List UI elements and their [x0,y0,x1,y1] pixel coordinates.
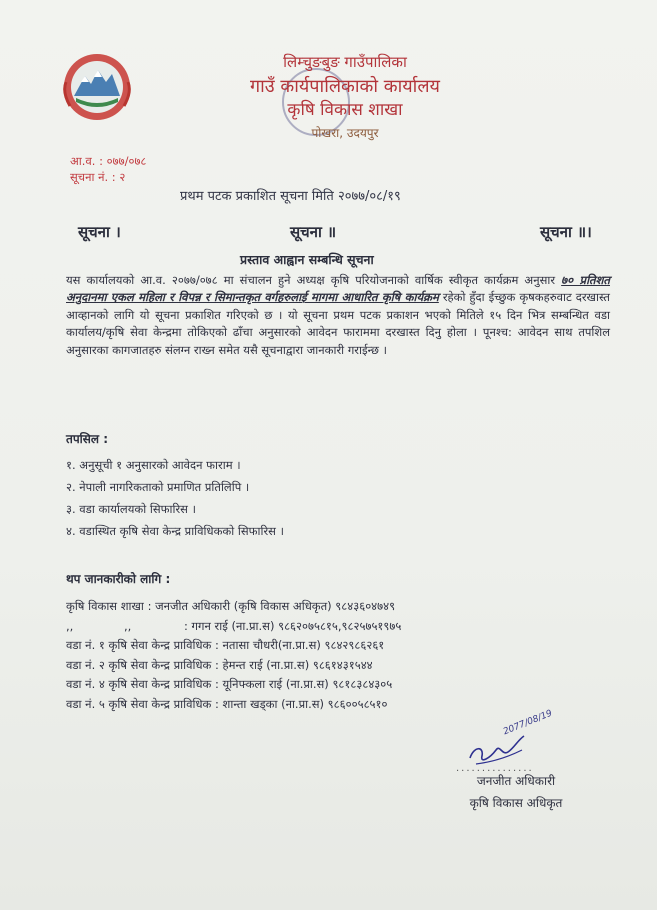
contact-line: कृषि विकास शाखा : जनजीत अधिकारी (कृषि विकास अधिकृत) ९८४३६०४७४९ [66,599,396,613]
list-item: ४. वडास्थित कृषि सेवा केन्द्र प्राविधिकको सिफारिस । [66,524,284,538]
contact-line: वडा नं. ४ कृषि सेवा केन्द्र प्राविधिक : यूनिफ्कला राई (ना.प्रा.स) ९८१८३८४३०५ [66,677,393,691]
notice-subject: प्रस्ताव आह्वान सम्बन्धि सूचना [240,252,374,267]
notice-number: सूचना नं. : २ [70,170,126,184]
office-location: पोखरा, उदयपुर [311,126,379,140]
contact-detail: : गगन राई (ना.प्रा.स) ९८६२०७५८१५,९८२५७५१९७५ [184,618,402,633]
signature-line: ............... [456,763,534,774]
signature-date: 2077/08/19 [502,708,554,738]
body-text-2: रहेको हुँदा ईच्छुक कृषकहरुवाट दरखास्त आव्हानको लागि यो सूचना प्रकाशित गरिएको छ । यो सूचना प्रथम पटक प्रकाशन भएको मितिले १५ दिन भित्र सम्बन्धित वडा कार्यालय/कृषि सेवा केन्द्रमा तोकिएको ढाँचा अनुसारको आवेदन फाराममा दरखास्त दिनु होला । पूनश्च: आवेदन साथ तपशिल अनुसारका कागजातहरु संलग्न राख्न समेत यसै सूचनाद्वारा जानकारी गराईन्छ । [66,290,610,357]
list-item: १. अनुसूची १ अनुसारको आवेदन फाराम । [66,458,241,472]
details-heading: तपसिल : [66,432,108,446]
notice-body [66,272,610,359]
notice-word-1: सूचना । [78,223,121,241]
notice-word-2: सूचना ॥ [290,223,337,241]
signer-title: कृषि विकास अधिकृत [469,796,563,810]
details-list [66,454,284,542]
section-name: कृषि विकास शाखा [287,100,403,120]
signer-block [454,770,578,814]
signer-name: जनजीत अधिकारी [476,774,556,788]
contact-line: वडा नं. १ कृषि सेवा केन्द्र प्राविधिक : नतासा चौधरी(ना.प्रा.स) ९८४२९८६२६१ [66,638,385,652]
notice-word-3: सूचना ॥। [540,223,592,241]
office-name: गाउँ कार्यपालिकाको कार्यालय [250,76,440,97]
more-info-heading: थप जानकारीको लागि : [66,572,171,586]
contact-line: वडा नं. २ कृषि सेवा केन्द्र प्राविधिक : हेमन्त राई (ना.प्रा.स) ९८६१४३१५४४ [66,657,373,672]
contact-list [66,597,401,714]
program-title: ७० प्रतिशत अनुदानमा एकल महिला र विपन्न र सिमान्तकृत वर्गहरुलाई मागमा आधारित कृषि कार्यक्रम [66,273,610,305]
contact-line: वडा नं. ५ कृषि सेवा केन्द्र प्राविधिक : शान्ता खड्का (ना.प्रा.स) ९८६००५८५१० [66,696,388,711]
list-item: ३. वडा कार्यालयको सिफारिस । [66,502,196,516]
ditto-mark: ,, [124,618,132,633]
published-date: प्रथम पटक प्रकाशित सूचना मिति २०७७/०८/१९ [180,189,401,204]
contact-line [66,617,401,637]
body-text-1: यस कार्यालयको आ.व. २०७७/०७८ मा संचालन हुने अध्यक्ष कृषि परियोजनाको वार्षिक स्वीकृत कार्यक्रम अनुसार [66,273,562,287]
nepal-emblem-icon [60,52,134,122]
municipality-name: लिम्चुङबुङ गाउँपालिका [283,53,407,71]
fiscal-year: आ.व. : ०७७/०७८ [70,154,147,168]
list-item: २. नेपाली नागरिकताको प्रमाणित प्रतिलिपि । [66,480,250,494]
ditto-mark: ,, [66,618,74,633]
